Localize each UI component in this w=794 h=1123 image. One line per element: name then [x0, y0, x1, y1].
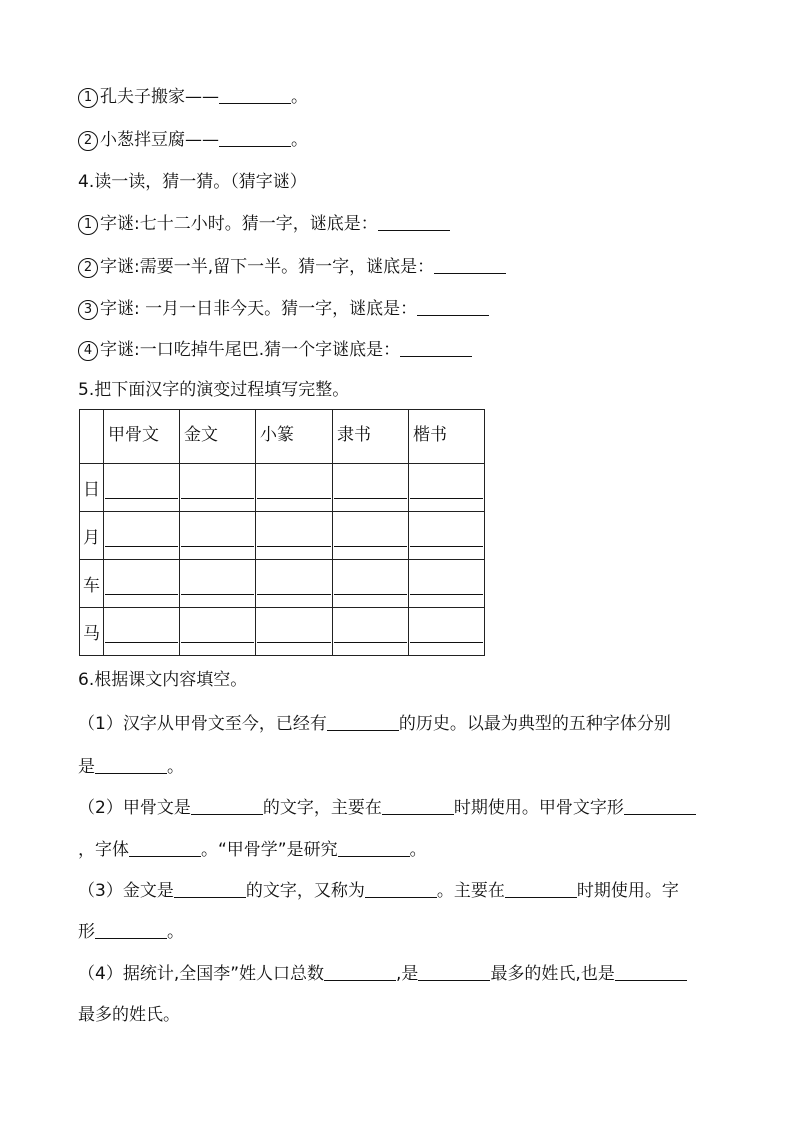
header-empty: [80, 410, 104, 464]
answer-blank[interactable]: [95, 922, 167, 939]
riddle-text: 孔夫子搬家——: [100, 87, 219, 107]
row-char: 月: [80, 512, 104, 560]
q6-p2-line1: [78, 797, 696, 819]
text: 。“甲骨学”是研究: [201, 840, 338, 860]
answer-blank[interactable]: [95, 757, 167, 774]
table-cell[interactable]: [256, 560, 333, 608]
text: ,是: [396, 964, 419, 984]
table-cell[interactable]: [409, 608, 485, 656]
text: 最多的姓氏,也是: [490, 964, 615, 984]
circled-number: 3: [78, 300, 98, 320]
text: （2）甲骨文是: [78, 798, 191, 818]
answer-blank[interactable]: [615, 964, 687, 981]
riddle-text: 字谜:需要一半,留下一半。猜一字，谜底是：: [100, 257, 435, 277]
table-cell[interactable]: [256, 608, 333, 656]
table-cell[interactable]: [104, 512, 180, 560]
text: 的历史。以最为典型的五种字体分别: [398, 714, 671, 734]
answer-blank[interactable]: [417, 299, 489, 316]
riddle-text: 字谜:七十二小时。猜一字，谜底是：: [100, 214, 378, 234]
punct: 。: [291, 87, 308, 107]
text: 时期使用。甲骨文字形: [453, 798, 624, 818]
text: （3）金文是: [78, 881, 174, 901]
answer-blank[interactable]: [129, 840, 201, 857]
q6-p4-line1: [78, 963, 687, 985]
q6-p1-line2: [78, 756, 184, 778]
answer-blank[interactable]: [219, 130, 291, 147]
header-lishu: 隶书: [333, 410, 409, 464]
answer-blank[interactable]: [378, 214, 450, 231]
q4-item-4: [78, 339, 472, 361]
text: 。: [167, 922, 184, 942]
q4-item-2: [78, 256, 506, 278]
riddle-text: 字谜:一口吃掉牛尾巴.猜一个字谜底是：: [100, 340, 401, 360]
riddle-text: 字谜: 一月一日非今天。猜一字，谜底是：: [100, 299, 418, 319]
q3-item-1: [78, 86, 308, 108]
table-cell[interactable]: [180, 608, 256, 656]
table-row: [80, 512, 485, 560]
text: 是: [78, 757, 95, 777]
q6-p2-line2: [78, 839, 427, 861]
table-header-row: [80, 410, 485, 464]
q4-item-1: [78, 213, 450, 235]
q5-title: 5.把下面汉字的演变过程填写完整。: [78, 380, 350, 400]
table-cell[interactable]: [180, 560, 256, 608]
q4-title: 4.读一读，猜一猜。（猜字谜）: [78, 172, 307, 192]
circled-number: 4: [78, 341, 98, 361]
q6-p4-line2: [78, 1004, 180, 1026]
answer-blank[interactable]: [624, 798, 696, 815]
evolution-table: [79, 409, 485, 656]
q6-p3-line1: [78, 880, 679, 902]
punct: 。: [291, 130, 308, 150]
q6-title: 6.根据课文内容填空。: [78, 670, 248, 690]
table-row: [80, 464, 485, 512]
table-cell[interactable]: [409, 512, 485, 560]
q6-p1-line1: [78, 713, 671, 735]
table-cell[interactable]: [333, 608, 409, 656]
answer-blank[interactable]: [505, 881, 577, 898]
answer-blank[interactable]: [191, 798, 263, 815]
table-cell[interactable]: [333, 560, 409, 608]
answer-blank[interactable]: [434, 257, 506, 274]
circled-number: 1: [78, 215, 98, 235]
text: 。: [167, 757, 184, 777]
answer-blank[interactable]: [400, 340, 472, 357]
q4-item-3: [78, 298, 489, 320]
answer-blank[interactable]: [219, 87, 291, 104]
row-char: 车: [80, 560, 104, 608]
q6-p3-line2: [78, 921, 184, 943]
table-cell[interactable]: [409, 560, 485, 608]
header-jinwen: 金文: [180, 410, 256, 464]
text: 的文字，又称为: [245, 881, 365, 901]
table-cell[interactable]: [104, 560, 180, 608]
circled-number: 2: [78, 131, 98, 151]
answer-blank[interactable]: [174, 881, 246, 898]
q3-item-2: [78, 129, 308, 151]
header-xiaozhuan: 小篆: [256, 410, 333, 464]
table-cell[interactable]: [180, 512, 256, 560]
row-char: 日: [80, 464, 104, 512]
answer-blank[interactable]: [382, 798, 454, 815]
answer-blank[interactable]: [418, 964, 490, 981]
answer-blank[interactable]: [324, 964, 396, 981]
riddle-text: 小葱拌豆腐——: [100, 130, 219, 150]
table-cell[interactable]: [333, 464, 409, 512]
row-char: 马: [80, 608, 104, 656]
answer-blank[interactable]: [365, 881, 437, 898]
text: 形: [78, 922, 95, 942]
circled-number: 2: [78, 258, 98, 278]
answer-blank[interactable]: [327, 714, 399, 731]
text: 。主要在: [436, 881, 505, 901]
header-kaishu: 楷书: [409, 410, 485, 464]
table-cell[interactable]: [256, 512, 333, 560]
table-cell[interactable]: [104, 608, 180, 656]
answer-blank[interactable]: [338, 840, 410, 857]
text: ，字体: [78, 840, 129, 860]
text: 的文字，主要在: [262, 798, 382, 818]
header-jiaguwen: 甲骨文: [104, 410, 180, 464]
text: （4）据统计,全国李”姓人口总数: [78, 964, 325, 984]
table-cell[interactable]: [180, 464, 256, 512]
circled-number: 1: [78, 88, 98, 108]
table-cell[interactable]: [104, 464, 180, 512]
table-cell[interactable]: [256, 464, 333, 512]
table-row: [80, 560, 485, 608]
text: （1）汉字从甲骨文至今，已经有: [78, 714, 327, 734]
table-cell[interactable]: [333, 512, 409, 560]
text: 。: [409, 840, 427, 860]
table-row: [80, 608, 485, 656]
text: 最多的姓氏。: [78, 1005, 180, 1025]
text: 时期使用。字: [576, 881, 679, 901]
table-cell[interactable]: [409, 464, 485, 512]
